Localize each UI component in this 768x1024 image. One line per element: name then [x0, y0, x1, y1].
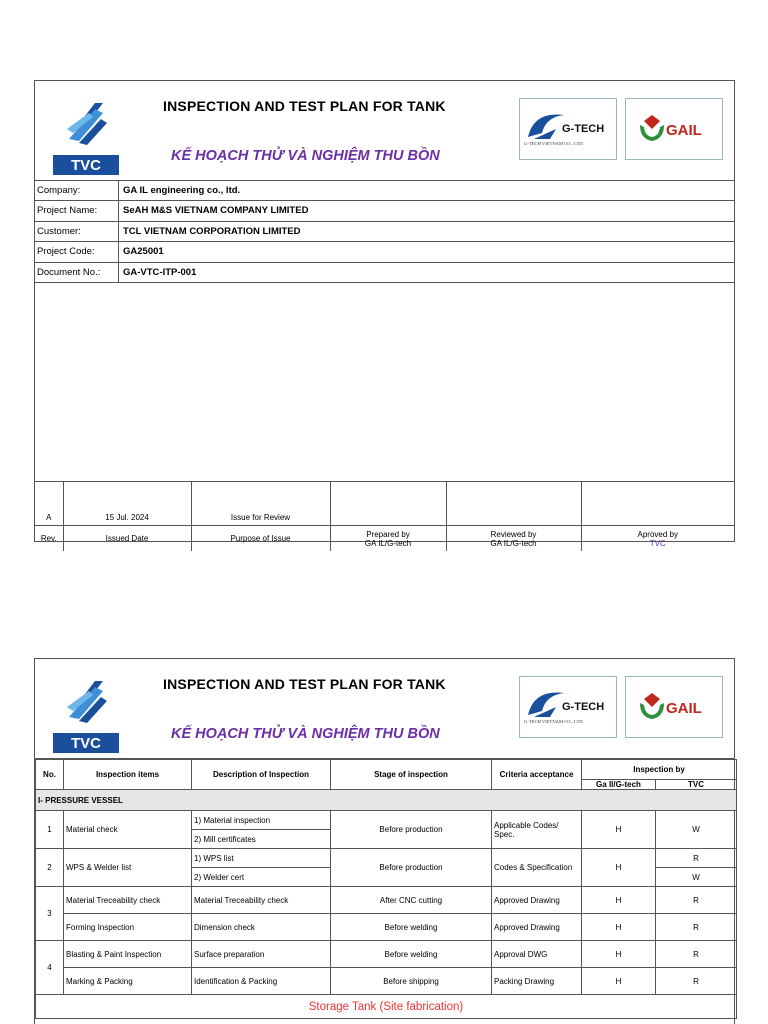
blank-area [35, 283, 734, 482]
purpose-header: Purpose of Issue [191, 526, 330, 551]
description: Surface preparation [192, 941, 331, 968]
issued-date-header: Issued Date [63, 526, 191, 551]
criteria: Approval DWG [492, 941, 582, 968]
issued-date-value: 15 Jul. 2024 [63, 482, 191, 526]
col-header-stage: Stage of inspection [331, 760, 492, 790]
inspection-tvc: R [656, 914, 737, 941]
prepared-header [330, 526, 446, 551]
table-row [36, 941, 737, 968]
tvc-logo [49, 89, 119, 177]
inspection-tvc: R [656, 968, 737, 995]
svg-text:G-TECH: G-TECH [562, 123, 605, 135]
inspection-gail: H [582, 914, 656, 941]
info-row-company [35, 181, 734, 201]
inspection-tvc: W [656, 811, 737, 849]
reviewed-header [446, 526, 581, 551]
info-label: Customer: [35, 222, 119, 241]
col-header-tvc: TVC [656, 780, 737, 790]
stage: Before welding [331, 941, 492, 968]
storage-row [36, 995, 737, 1019]
rev-header: Rev. [35, 526, 63, 551]
inspection-tvc: R [656, 887, 737, 914]
itp-sheet [34, 658, 735, 1024]
sheet-header [35, 659, 734, 759]
cover-sheet [34, 80, 735, 548]
row-no: 1 [36, 811, 64, 849]
row-no: 2 [36, 849, 64, 887]
section-row [36, 790, 737, 811]
table-row [36, 914, 737, 941]
col-header-desc: Description of Inspection [192, 760, 331, 790]
reviewed-label: Reviewed by [490, 529, 537, 539]
reviewed-cell [446, 482, 581, 526]
svg-text:G-TECH VIETNAM CO., LTD.: G-TECH VIETNAM CO., LTD. [524, 719, 584, 724]
inspection-gail: H [582, 887, 656, 914]
info-value: GA25001 [123, 246, 164, 258]
sheet-header [35, 81, 734, 181]
prepared-org: GA IL/G-tech [364, 538, 412, 548]
table-row [36, 849, 737, 868]
inspection-gail: H [582, 968, 656, 995]
stage: Before shipping [331, 968, 492, 995]
inspection-item: Blasting & Paint Inspection [64, 941, 192, 968]
title-english: INSPECTION AND TEST PLAN FOR TANK [163, 98, 446, 114]
table-row [36, 968, 737, 995]
criteria: Approved Drawing [492, 887, 582, 914]
info-row-project-code [35, 242, 734, 262]
gtech-logo [519, 676, 617, 738]
info-row-document-no [35, 263, 734, 283]
gtech-logo [519, 98, 617, 160]
approved-org: TVC [649, 538, 666, 548]
itp-table [35, 759, 737, 1019]
info-value: TCL VIETNAM CORPORATION LIMITED [123, 225, 301, 237]
svg-text:GAIL: GAIL [666, 122, 702, 139]
inspection-gail: H [582, 941, 656, 968]
gail-logo [625, 676, 723, 738]
criteria: Packing Drawing [492, 968, 582, 995]
stage: Before production [331, 849, 492, 887]
purpose-value: Issue for Review [191, 482, 330, 526]
svg-text:G-TECH: G-TECH [562, 701, 605, 713]
gail-logo [625, 98, 723, 160]
row-no: 4 [36, 941, 64, 995]
tvc-logo [49, 667, 119, 755]
inspection-tvc: R [656, 941, 737, 968]
description: 1) WPS list [192, 849, 331, 868]
itp-header-row [36, 760, 737, 780]
revision-table [35, 482, 734, 551]
criteria: Codes & Specification [492, 849, 582, 887]
inspection-item: Material check [64, 811, 192, 849]
svg-text:GAIL: GAIL [666, 700, 702, 717]
description: 2) Welder cert [192, 868, 331, 887]
tvc-logo-text: TVC [71, 157, 101, 174]
info-row-project-name [35, 201, 734, 221]
title-english: INSPECTION AND TEST PLAN FOR TANK [163, 676, 446, 692]
revision-row [35, 482, 734, 526]
description: Material Treceability check [192, 887, 331, 914]
col-header-criteria: Criteria acceptance [492, 760, 582, 790]
inspection-tvc: W [656, 868, 737, 887]
table-row [36, 811, 737, 830]
description: Identification & Packing [192, 968, 331, 995]
info-value: SeAH M&S VIETNAM COMPANY LIMITED [123, 205, 309, 217]
col-header-gail: Ga Il/G-tech [582, 780, 656, 790]
inspection-item: Marking & Packing [64, 968, 192, 995]
description: Dimension check [192, 914, 331, 941]
info-label: Project Name: [35, 201, 119, 220]
stage: Before welding [331, 914, 492, 941]
inspection-gail: H [582, 811, 656, 849]
storage-tank-label: Storage Tank (Site fabrication) [36, 995, 737, 1019]
title-vietnamese: KẾ HOẠCH THỬ VÀ NGHIỆM THU BỒN [171, 148, 440, 164]
section-title: I- PRESSURE VESSEL [36, 790, 737, 811]
tvc-logo-text: TVC [71, 735, 101, 752]
criteria: Approved Drawing [492, 914, 582, 941]
info-label: Document No.: [35, 263, 119, 282]
info-label: Company: [35, 181, 119, 200]
col-header-items: Inspection items [64, 760, 192, 790]
reviewed-org: GA IL/G-tech [490, 538, 537, 548]
row-no: 3 [36, 887, 64, 941]
approved-cell [581, 482, 734, 526]
description: 2) Mill certificates [192, 830, 331, 849]
approved-header [581, 526, 734, 551]
rev-value: A [35, 482, 63, 526]
criteria: Applicable Codes/ Spec. [492, 811, 582, 849]
inspection-gail: H [582, 849, 656, 887]
info-value: GA IL engineering co., ltd. [123, 185, 241, 196]
inspection-item: WPS & Welder list [64, 849, 192, 887]
info-row-customer [35, 222, 734, 242]
title-vietnamese: KẾ HOẠCH THỬ VÀ NGHIỆM THU BỒN [171, 726, 440, 742]
col-header-no: No. [36, 760, 64, 790]
stage: Before production [331, 811, 492, 849]
approved-label: Aproved by [637, 529, 678, 539]
stage: After CNC cutting [331, 887, 492, 914]
inspection-item: Material Treceability check [64, 887, 192, 914]
inspection-item: Forming Inspection [64, 914, 192, 941]
svg-text:G-TECH VIETNAM CO., LTD.: G-TECH VIETNAM CO., LTD. [524, 141, 584, 146]
info-value: GA-VTC-ITP-001 [123, 266, 197, 278]
inspection-tvc: R [656, 849, 737, 868]
revision-header-row [35, 526, 734, 551]
col-header-inspection-by: Inspection by [582, 760, 737, 780]
prepared-cell [330, 482, 446, 526]
prepared-label: Prepared by [366, 529, 410, 539]
description: 1) Material inspection [192, 811, 331, 830]
table-row [36, 887, 737, 914]
info-label: Project Code: [35, 242, 119, 261]
